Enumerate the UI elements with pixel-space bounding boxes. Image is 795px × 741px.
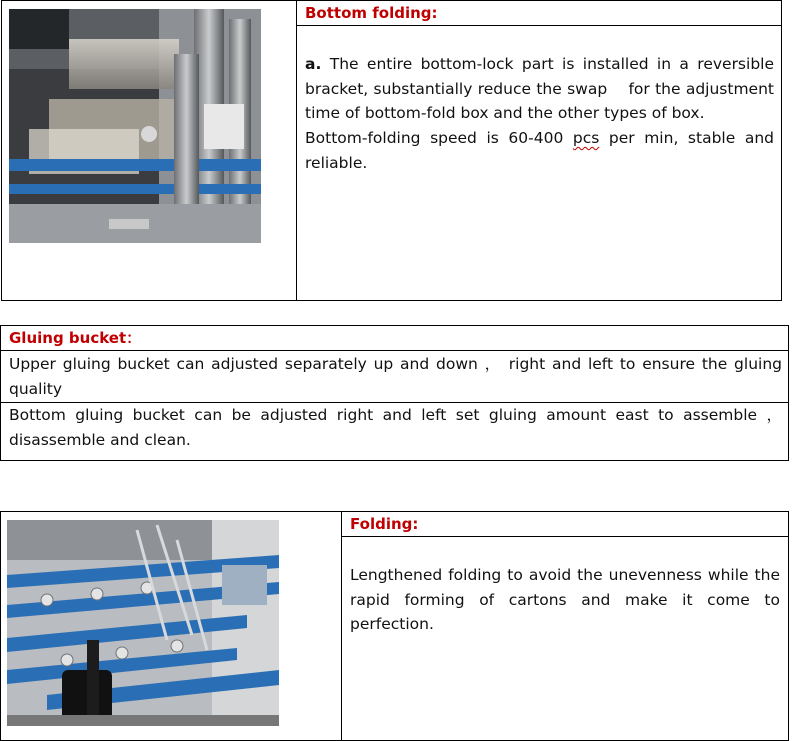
bottom-folding-heading: Bottom folding: [305,4,438,22]
speed-unit: pcs [572,129,600,147]
folding-heading: Folding: [350,515,419,533]
speed-text-after: per min, stable and reliable. [305,129,774,172]
gluing-header-line [0,350,789,351]
folding-divider [341,511,342,741]
list-marker: a. [305,55,322,73]
bottom-gluing-text: Bottom gluing bucket can be adjusted right and left set gluing amount east to assemble ， disassemble and clean. [9,406,782,449]
folding-description: Lengthened folding to avoid the unevenness while the rapid forming of cartons and make it come to perfection. [350,566,780,633]
bottom-folding-text: The entire bottom-lock part is installed in a reversible bracket, substantially reduce the swap for the adjustment time of bottom-fold box and the other types of box. [305,55,779,122]
speed-text-before: Bottom-folding speed is 60-400 [305,129,573,147]
folding-photo [7,520,279,726]
bottom-folding-description [305,52,779,126]
upper-gluing-text: Upper gluing bucket can adjusted separately up and down ， right and left to ensure the gluing quality [9,355,782,398]
gluing-bucket-heading: Gluing bucket： [9,329,142,347]
folding-header-line [341,536,789,537]
bottom-folding-speed [305,126,774,175]
bottom-folding-photo [9,9,261,243]
bottom-folding-header-line [296,25,782,26]
bottom-folding-divider [296,0,297,301]
